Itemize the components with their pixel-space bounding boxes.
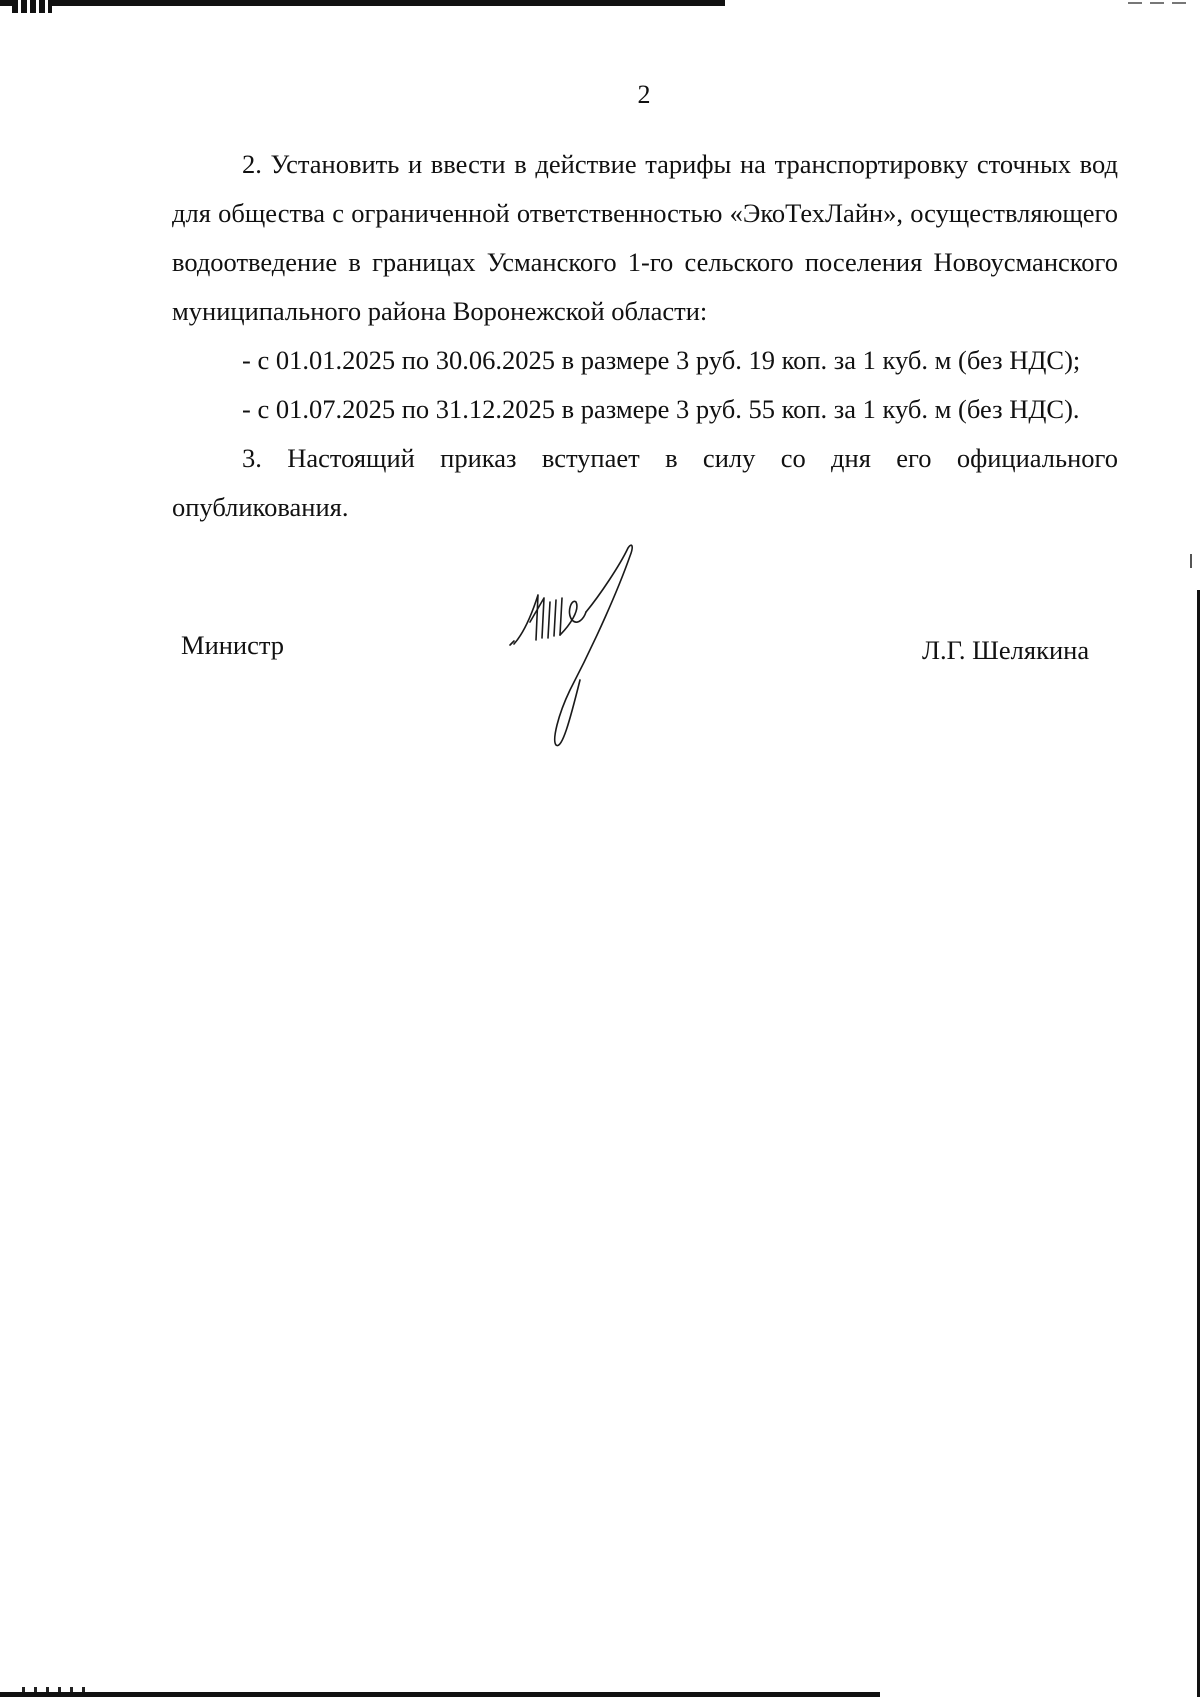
- scan-marks-top: [12, 0, 52, 13]
- paragraph-tariffs: 2. Установить и ввести в действие тарифы на транспортировку сточных вод для общества с ограниченной ответственностью «ЭкоТехЛайн», осуществляющего водоотведение в границах Усманского 1-го сельского поселения Новоусманского муниципального района Воронежской области:: [172, 149, 1118, 326]
- tariff-period-2: - с 01.07.2025 по 31.12.2025 в размере 3 руб. 55 коп. за 1 куб. м (без НДС).: [242, 394, 1080, 424]
- signatory-title: Министр: [181, 630, 285, 660]
- handwritten-signature: [500, 540, 660, 750]
- scan-edge-top: [0, 0, 725, 6]
- paragraph-effective-date: 3. Настоящий приказ вступает в силу со дня его официального опубликования.: [172, 443, 1118, 522]
- scan-edge-bottom: [0, 1692, 880, 1697]
- signature-block: [0, 540, 1200, 760]
- page-number: 2: [637, 80, 651, 109]
- document-body: [172, 140, 1118, 532]
- scan-marks-top-right: [1128, 2, 1188, 4]
- tariff-period-1: - с 01.01.2025 по 30.06.2025 в размере 3 руб. 19 коп. за 1 куб. м (без НДС);: [242, 345, 1081, 375]
- signatory-name: Л.Г. Шелякина: [922, 635, 1090, 665]
